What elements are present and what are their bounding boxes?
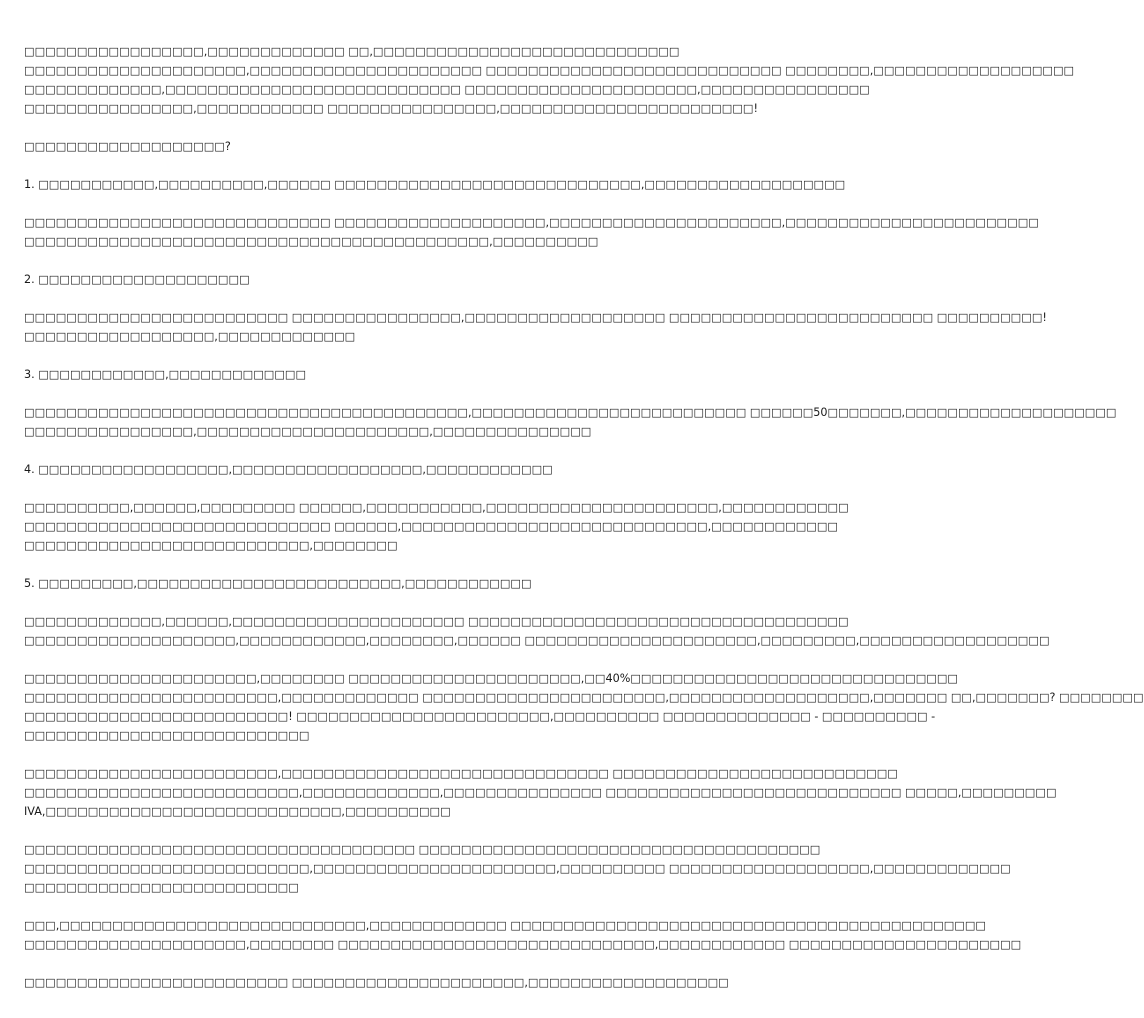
text-line: □□□□□□□□□□□□□□□□,□□□□□□□□□□□□ □□□□□□□□□□□□□□□□,□□□□□□□□□□□□□□□□□□□□□□□□! xyxy=(24,102,758,115)
text-line: □□□□□□□□□□□□□,□□□□□□,□□□□□□□□□□□□□□□□□□□□□□ □□□□□□□□□□□□□□□□□□□□□□□□□□□□□□□□□□□□ xyxy=(24,615,849,628)
text-line: □□□□□□□□□□□□□□□□□□□□□□□□□□□□□ □□□□□□,□□□□□□□□□□□□□□□□□□□□□□□□□□□□□,□□□□□□□□□□□□ xyxy=(24,520,839,533)
text-line: □□□□□□□□□□□□□□□□□□□? xyxy=(24,140,231,153)
text-line: 4. □□□□□□□□□□□□□□□□□□,□□□□□□□□□□□□□□□□□□,□□□□□□□□□□□□ xyxy=(24,463,553,476)
text-line: □□□□□□□□□□□□□□□□□□□□□□,□□□□□□□□ □□□□□□□□□□□□□□□□□□□□□□,□□40%□□□□□□□□□□□□□□□□□□□□□□□□□□□□□□□ xyxy=(24,672,959,685)
text-line: □□□□□□□□□□□□□□□□,□□□□□□□□□□□□□□□□□□□□□□,□□□□□□□□□□□□□□□ xyxy=(24,425,592,438)
text-line: □□□□□□□□□□□□□□□□□□□□□,□□□□□□□□□□□□□□□□□□□□□□ □□□□□□□□□□□□□□□□□□□□□□□□□□□□ □□□□□□□□,□□□□□□□□□□□□□□□□□□□ xyxy=(24,64,1075,77)
paragraph xyxy=(24,403,1117,441)
text-line: □□□□□□□□□□□□□□□□□,□□□□□□□□□□□□□ □□,□□□□□□□□□□□□□□□□□□□□□□□□□□□□□ xyxy=(24,45,680,58)
text-line: □□□□□□□□□□□□□□□□□□□□□,□□□□□□□□ □□□□□□□□□□□□□□□□□□□□□□□□□□□□□□,□□□□□□□□□□□□ □□□□□□□□□□□□□□□□□□□□□□ xyxy=(24,938,1022,951)
paragraph xyxy=(24,574,698,593)
text-line: □□□□□□□□□□□□□□□□□□,□□□□□□□□□□□□□ xyxy=(24,330,356,343)
paragraph xyxy=(24,460,698,479)
text-line: 2. □□□□□□□□□□□□□□□□□□□□ xyxy=(24,273,250,286)
text-line: □□□□□□□□□□□□□□□□□□□□□□□□□□□ xyxy=(24,729,310,742)
text-line: □□□□□□□□□□□□□□□□□□□□□□□□□ □□□□□□□□□□□□□□□□□□□□□□,□□□□□□□□□□□□□□□□□□□ xyxy=(24,976,729,989)
text-line: □□□□□□□□□□□□□□□□□□□□□□□□□□,□□□□□□□□□□□□□,□□□□□□□□□□□□□□□ □□□□□□□□□□□□□□□□□□□□□□□□□□□□ □□□□□,□□□□□□□□□ xyxy=(24,786,1057,799)
paragraph xyxy=(24,840,1011,897)
text-line: □□□□□□□□□□□□□□□□□□□□□□□□□ □□□□□□□□□□□□□□□□,□□□□□□□□□□□□□□□□□□□ □□□□□□□□□□□□□□□□□□□□□□□□□ □□□□□□□□□□! xyxy=(24,311,1047,324)
paragraph xyxy=(24,764,1057,821)
text-line: 5. □□□□□□□□□,□□□□□□□□□□□□□□□□□□□□□□□□□,□□□□□□□□□□□□ xyxy=(24,577,532,590)
paragraph xyxy=(24,365,698,384)
text-line: 1. □□□□□□□□□□□,□□□□□□□□□□,□□□□□□ □□□□□□□□□□□□□□□□□□□□□□□□□□□□□,□□□□□□□□□□□□□□□□□□□ xyxy=(24,178,846,191)
text-line: □□□□□□□□□□□□□□□□□□□□,□□□□□□□□□□□□,□□□□□□□□,□□□□□□ □□□□□□□□□□□□□□□□□□□□□□,□□□□□□□□□,□□□□□□□□□□□□□□□□□□ xyxy=(24,634,1050,647)
paragraph xyxy=(24,498,849,555)
paragraph xyxy=(24,669,1144,745)
text-line: □□□□□□□□□□□□□□□□□□□□□□□□□□□□□ □□□□□□□□□□□□□□□□□□□□,□□□□□□□□□□□□□□□□□□□□□□,□□□□□□□□□□□□□□□□□□□□□□□□ xyxy=(24,216,1039,229)
paragraph xyxy=(24,916,1022,954)
text-line: □□□□□□□□□□□□□□□□□□□□□□□□,□□□□□□□□□□□□□□□□□□□□□□□□□□□□□□□ □□□□□□□□□□□□□□□□□□□□□□□□□□□ xyxy=(24,767,898,780)
paragraph xyxy=(24,175,846,194)
text-line: □□□□□□□□□□□□□,□□□□□□□□□□□□□□□□□□□□□□□□□□□□ □□□□□□□□□□□□□□□□□□□□□□,□□□□□□□□□□□□□□□□ xyxy=(24,83,870,96)
text-line: □□□□□□□□□□□□□□□□□□□□□□□□□□□,□□□□□□□□ xyxy=(24,539,398,552)
text-line: □□□□□□□□□□□□□□□□□□□□□□□□□□□,□□□□□□□□□□□□□□□□□□□□□□□,□□□□□□□□□□ □□□□□□□□□□□□□□□□□□□,□□□□□□□□□□□□□ xyxy=(24,862,1011,875)
paragraph xyxy=(24,42,1075,118)
text-line: □□□□□□□□□□□□□□□□□□□□□□□□□! □□□□□□□□□□□□□□□□□□□□□□□□,□□□□□□□□□□ □□□□□□□□□□□□□□ - □□□□□□□□□□ - xyxy=(24,710,936,723)
text-line: □□□□□□□□□□□□□□□□□□□□□□□□□□□□□□□□□□□□□□□□□□,□□□□□□□□□□□□□□□□□□□□□□□□□□ □□□□□□50□□□□□□□,□□□□□□□□□□□□□□□□□□□□ xyxy=(24,406,1117,419)
text-line: IVA,□□□□□□□□□□□□□□□□□□□□□□□□□□□□,□□□□□□□□□□ xyxy=(24,805,451,818)
text-line: □□□□□□□□□□,□□□□□□,□□□□□□□□□ □□□□□□,□□□□□□□□□□□,□□□□□□□□□□□□□□□□□□□□□□,□□□□□□□□□□□□ xyxy=(24,501,849,514)
paragraph xyxy=(24,213,1039,251)
text-line: □□□□□□□□□□□□□□□□□□□□□□□□□□□□□□□□□□□□□□□□□□□□,□□□□□□□□□□ xyxy=(24,235,599,248)
text-line: □□□□□□□□□□□□□□□□□□□□□□□□□□□□□□□□□□□□□ □□□□□□□□□□□□□□□□□□□□□□□□□□□□□□□□□□□□□□ xyxy=(24,843,821,856)
paragraph xyxy=(24,270,698,289)
paragraph xyxy=(24,308,1047,346)
paragraph xyxy=(24,973,729,992)
text-line: □□□,□□□□□□□□□□□□□□□□□□□□□□□□□□□□□,□□□□□□□□□□□□□ □□□□□□□□□□□□□□□□□□□□□□□□□□□□□□□□□□□□□□□□□□□□□ xyxy=(24,919,986,932)
text-line: 3. □□□□□□□□□□□□,□□□□□□□□□□□□□ xyxy=(24,368,307,381)
text-line: □□□□□□□□□□□□□□□□□□□□□□□□□□ xyxy=(24,881,299,894)
document-body xyxy=(24,42,1144,992)
paragraph xyxy=(24,137,698,156)
paragraph xyxy=(24,612,1050,650)
text-line: □□□□□□□□□□□□□□□□□□□□□□□□,□□□□□□□□□□□□□ □□□□□□□□□□□□□□□□□□□□□□□,□□□□□□□□□□□□□□□□□□□,□□□□□□□ □□,□□□□□□□? □□□□□□□□ xyxy=(24,691,1144,704)
